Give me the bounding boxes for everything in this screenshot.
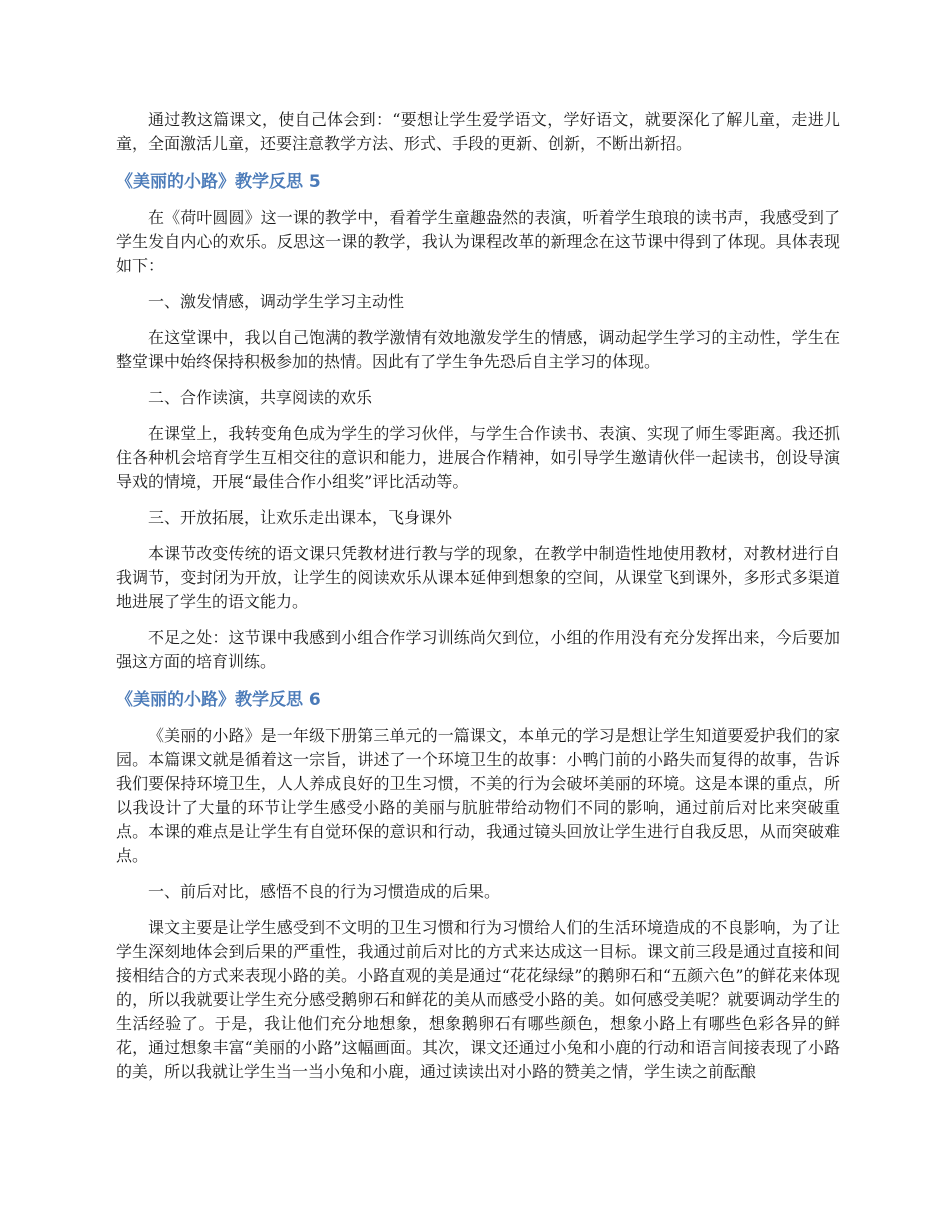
intro-paragraph: 通过教这篇课文，使自己体会到：“要想让学生爱学语文，学好语文，就要深化了解儿童，走进儿童，全面激活儿童，还要注意教学方法、形式、手段的更新、创新，不断出新招。 [116,110,840,153]
paragraph: 不足之处：这节课中我感到小组合作学习训练尚欠到位，小组的作用没有充分发挥出来，今后要加强这方面的培育训练。 [116,628,840,671]
subheading-paragraph: 二、合作读演，共享阅读的欢乐 [148,388,373,407]
paragraph: 《美丽的小路》是一年级下册第三单元的一篇课文，本单元的学习是想让学生知道要爱护我们的家园。本篇课文就是循着这一宗旨，讲述了一个环境卫生的故事：小鸭门前的小路失而复得的故事，告诉我们要保持环境卫生，人人养成良好的卫生习惯，不美的行为会破坏美丽的环境。这是本课的重点，所以我设计了大量的环节让学生感受小路的美丽与肮脏带给动物们不同的影响，通过前后对比来突破重点。本课的难点是让学生有自觉环保的意识和行动，我通过镜头回放让学生进行自我反思，从而突破难点。 [116,726,840,865]
section-heading-6: 《美丽的小路》教学反思 6 [116,690,321,710]
paragraph: 课文主要是让学生感受到不文明的卫生习惯和行为习惯给人们的生活环境造成的不良影响，为了让学生深刻地体会到后果的严重性，我通过前后对比的方式来达成这一目标。课文前三段是通过直接和间接相结合的方式来表现小路的美。小路直观的美是通过“花花绿绿”的鹅卵石和“五颜六色”的鲜花来体现的，所以我就要让学生充分感受鹅卵石和鲜花的美从而感受小路的美。如何感受美呢？就要调动学生的生活经验了。于是，我让他们充分地想象，想象鹅卵石有哪些颜色，想象小路上有哪些色彩各异的鲜花，通过想象丰富“美丽的小路”这幅画面。其次，课文还通过小兔和小鹿的行动和语言间接表现了小路的美，所以我就让学生当一当小兔和小鹿，通过读读出对小路的赞美之情，学生读之前酝酿 [116,918,840,1081]
paragraph: 在课堂上，我转变角色成为学生的学习伙伴，与学生合作读书、表演、实现了师生零距离。我还抓住各种机会培育学生互相交往的意识和能力，进展合作精神，如引导学生邀请伙伴一起读书，创设导演导戏的情境，开展“最佳合作小组奖”评比活动等。 [116,424,840,491]
paragraph: 在《荷叶圆圆》这一课的教学中，看着学生童趣盎然的表演，听着学生琅琅的读书声，我感受到了学生发自内心的欢乐。反思这一课的教学，我认为课程改革的新理念在这节课中得到了体现。具体表现如下： [116,208,840,275]
subheading-paragraph: 三、开放拓展，让欢乐走出课本，飞身课外 [148,508,453,527]
paragraph: 本课节改变传统的语文课只凭教材进行教与学的现象，在教学中制造性地使用教材，对教材进行自我调节，变封闭为开放，让学生的阅读欢乐从课本延伸到想象的空间，从课堂飞到课外，多形式多渠道地进展了学生的语文能力。 [116,544,840,611]
document-page [116,108,840,1084]
section-heading-5: 《美丽的小路》教学反思 5 [116,172,321,192]
subheading-paragraph: 一、激发情感，调动学生学习主动性 [148,292,405,311]
paragraph: 在这堂课中，我以自己饱满的教学激情有效地激发学生的情感，调动起学生学习的主动性，学生在整堂课中始终保持积极参加的热情。因此有了学生争先恐后自主学习的体现。 [116,328,840,371]
subheading-paragraph: 一、前后对比，感悟不良的行为习惯造成的后果。 [148,882,501,901]
